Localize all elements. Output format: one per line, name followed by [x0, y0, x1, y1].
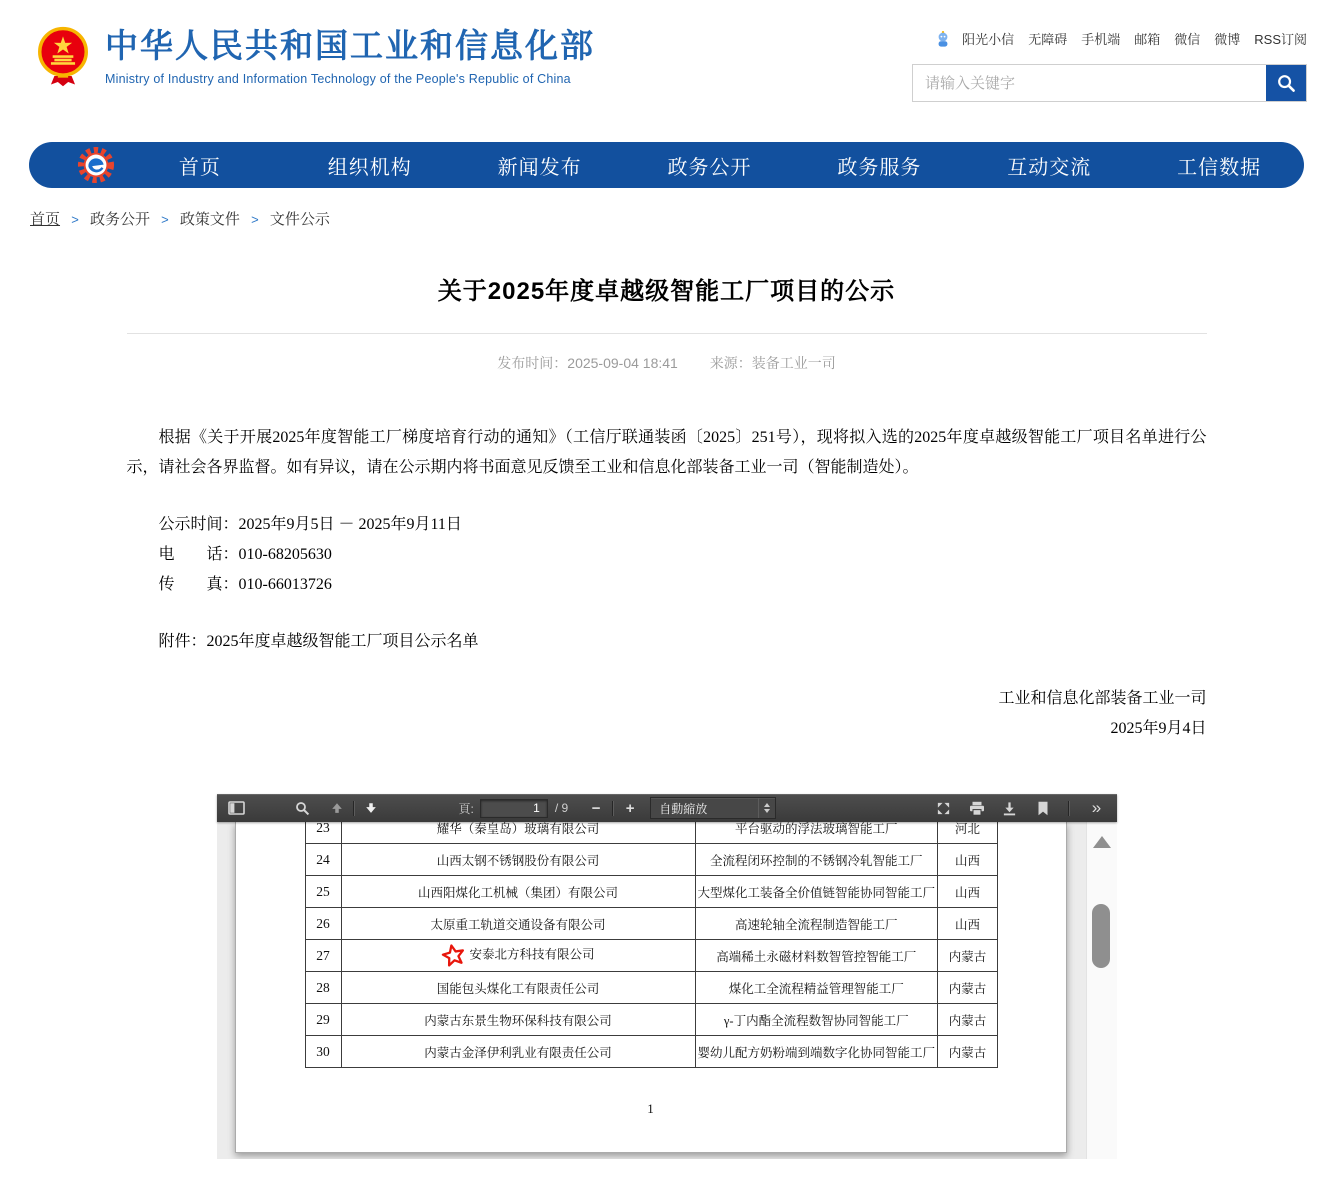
print-button[interactable] — [965, 797, 989, 819]
quick-links — [934, 29, 1307, 48]
scroll-up-icon[interactable] — [1093, 836, 1111, 848]
phone-line: 电 话：010-68205630 — [158, 546, 332, 563]
company-cell: 山西阳煤化工机械（集团）有限公司 — [341, 876, 695, 908]
province-cell: 内蒙古 — [938, 940, 998, 972]
row-number: 26 — [305, 908, 341, 940]
nav-item-gov-disclosure[interactable]: 政务公开 — [667, 156, 752, 179]
signature-department: 工业和信息化部装备工业一司 — [998, 690, 1207, 707]
pdf-table-row — [305, 844, 998, 876]
zoom-select[interactable] — [650, 797, 776, 819]
gear-e-logo-icon — [77, 146, 115, 184]
pdf-table-row — [305, 972, 998, 1004]
toolbar-separator — [612, 801, 614, 816]
nav-item-data[interactable]: 工信数据 — [1177, 156, 1262, 179]
title-divider — [127, 333, 1207, 334]
breadcrumb-home[interactable]: 首页 — [30, 211, 61, 228]
row-number: 27 — [305, 940, 341, 972]
province-cell: 山西 — [938, 908, 998, 940]
nav-item-interaction[interactable]: 互动交流 — [1007, 156, 1092, 179]
bookmark-icon — [1037, 801, 1049, 816]
page-label: 頁: — [458, 801, 474, 816]
site-search — [912, 64, 1307, 102]
download-button[interactable] — [998, 797, 1022, 819]
company-cell: 太原重工轨道交通设备有限公司 — [341, 908, 695, 940]
breadcrumb — [30, 208, 1333, 229]
pdf-search-button[interactable] — [291, 797, 315, 819]
pdf-viewer — [217, 794, 1117, 1159]
company-cell: 山西太钢不锈钢股份有限公司 — [341, 844, 695, 876]
project-cell: 平台驱动的浮法玻璃智能工厂 — [695, 822, 938, 844]
row-number: 28 — [305, 972, 341, 1004]
project-cell: 全流程闭环控制的不锈钢冷轧智能工厂 — [695, 844, 938, 876]
company-cell — [341, 940, 695, 972]
notice-paragraph: 根据《关于开展2025年度智能工厂梯度培育行动的通知》（工信厅联通装函〔2025〕251号），现将拟入选的2025年度卓越级智能工厂项目名单进行公示，请社会各界监督。如有异议，请在公示期内将书面意见反馈至工业和信息化部装备工业一司（智能制造处）。 — [126, 429, 1207, 476]
pdf-content-area — [217, 822, 1117, 1159]
quick-link-sunshine[interactable]: 阳光小信 — [962, 32, 1015, 47]
pdf-page — [235, 822, 1067, 1153]
nav-item-organization[interactable]: 组织机构 — [327, 156, 412, 179]
project-cell: 煤化工全流程精益管理智能工厂 — [695, 972, 938, 1004]
pdf-scrollbar[interactable] — [1086, 822, 1117, 1159]
province-cell: 山西 — [938, 876, 998, 908]
article-source: 来源：装备工业一司 — [709, 355, 836, 371]
search-input[interactable] — [913, 65, 1266, 101]
site-branding — [35, 26, 595, 88]
main-nav — [29, 142, 1304, 188]
page-down-icon — [364, 801, 378, 815]
page-number-input[interactable] — [480, 799, 548, 818]
site-subtitle: Ministry of Industry and Information Technology of the People's Republic of China — [105, 71, 571, 86]
presentation-mode-button[interactable] — [932, 797, 956, 819]
search-icon — [1276, 73, 1296, 93]
company-cell: 内蒙古东景生物环保科技有限公司 — [341, 1004, 695, 1036]
project-cell: 婴幼儿配方奶粉端到端数字化协同智能工厂 — [695, 1036, 938, 1068]
mascot-icon — [934, 30, 952, 48]
province-cell: 内蒙古 — [938, 972, 998, 1004]
pdf-search-icon — [295, 801, 310, 816]
pdf-table-row — [305, 940, 998, 972]
toolbar-separator — [353, 801, 355, 816]
breadcrumb-gov-disclosure[interactable]: 政务公开 — [89, 211, 150, 228]
nav-item-news[interactable]: 新闻发布 — [497, 156, 582, 179]
page-down-button[interactable] — [359, 797, 383, 819]
breadcrumb-policy-files[interactable]: 政策文件 — [179, 211, 240, 228]
project-cell: 高端稀土永磁材料数智管控智能工厂 — [695, 940, 938, 972]
company-cell: 内蒙古金泽伊利乳业有限责任公司 — [341, 1036, 695, 1068]
notice-period: 公示时间：2025年9月5日 － 2025年9月11日 — [158, 516, 462, 533]
quick-link-mail[interactable]: 邮箱 — [1134, 32, 1161, 47]
print-icon — [969, 801, 985, 816]
company-name: 安泰北方科技有限公司 — [469, 947, 595, 962]
page-title: 关于2025年度卓越级智能工厂项目的公示 — [437, 278, 896, 305]
sidebar-toggle-icon — [228, 801, 245, 815]
row-number: 24 — [305, 844, 341, 876]
province-cell: 河北 — [938, 822, 998, 844]
signature-date: 2025年9月4日 — [1110, 720, 1207, 737]
project-cell: γ-丁内酯全流程数智协同智能工厂 — [695, 1004, 938, 1036]
page-up-button[interactable] — [325, 797, 349, 819]
nav-item-gov-services[interactable]: 政务服务 — [837, 156, 922, 179]
more-tools-button[interactable]: » — [1085, 797, 1109, 819]
publish-time: 发布时间：2025-09-04 18:41 — [497, 355, 678, 371]
signature-block — [127, 684, 1207, 744]
pdf-table-body — [305, 822, 998, 1068]
star-icon — [441, 943, 466, 968]
page-up-icon — [330, 801, 344, 815]
attachment-line: 附件：2025年度卓越级智能工厂项目公示名单 — [158, 633, 479, 650]
pdf-table-row — [305, 1036, 998, 1068]
row-number: 25 — [305, 876, 341, 908]
project-cell: 大型煤化工装备全价值链智能协同智能工厂 — [695, 876, 938, 908]
download-icon — [1002, 801, 1017, 816]
pdf-table — [305, 822, 999, 1068]
quick-link-accessibility[interactable]: 无障碍 — [1028, 32, 1068, 47]
quick-link-rss[interactable]: RSS订阅 — [1254, 32, 1307, 47]
nav-item-home[interactable]: 首页 — [178, 156, 221, 179]
nav-items — [115, 151, 1304, 180]
project-cell: 高速轮轴全流程制造智能工厂 — [695, 908, 938, 940]
breadcrumb-separator: > — [161, 212, 169, 227]
pdf-page-footer-number: 1 — [647, 1101, 654, 1116]
pdf-toolbar — [217, 794, 1117, 822]
site-header — [0, 0, 1333, 142]
toolbar-right-group — [932, 797, 1109, 819]
search-button[interactable] — [1266, 65, 1306, 101]
toolbar-separator — [1068, 801, 1070, 816]
breadcrumb-separator: > — [71, 212, 79, 227]
row-number: 23 — [305, 822, 341, 844]
row-number: 30 — [305, 1036, 341, 1068]
company-cell: 国能包头煤化工有限责任公司 — [341, 972, 695, 1004]
pdf-table-row — [305, 876, 998, 908]
pdf-table-row — [305, 908, 998, 940]
breadcrumb-file-notice[interactable]: 文件公示 — [269, 211, 330, 228]
sidebar-toggle-button[interactable] — [225, 797, 249, 819]
pdf-table-row — [305, 1004, 998, 1036]
article-meta — [127, 353, 1207, 373]
national-emblem-logo — [35, 26, 91, 88]
row-number: 29 — [305, 1004, 341, 1036]
zoom-out-button[interactable]: − — [584, 797, 608, 819]
scrollbar-thumb[interactable] — [1092, 904, 1110, 968]
article — [127, 271, 1207, 1159]
quick-link-mobile[interactable]: 手机端 — [1081, 32, 1121, 47]
province-cell: 山西 — [938, 844, 998, 876]
zoom-in-button[interactable]: + — [618, 797, 642, 819]
pdf-table-row — [305, 822, 998, 844]
page-total: / 9 — [554, 801, 569, 815]
province-cell: 内蒙古 — [938, 1004, 998, 1036]
quick-link-wechat[interactable]: 微信 — [1174, 32, 1201, 47]
quick-link-weibo[interactable]: 微博 — [1214, 32, 1241, 47]
bookmark-button[interactable] — [1031, 797, 1055, 819]
select-spinner-icon — [758, 798, 775, 818]
article-body — [127, 423, 1207, 744]
fullscreen-icon — [936, 801, 951, 816]
province-cell: 内蒙古 — [938, 1036, 998, 1068]
fax-line: 传 真：010-66013726 — [158, 576, 332, 593]
zoom-select-value: 自動縮放 — [659, 801, 708, 816]
company-cell: 耀华（秦皇岛）玻璃有限公司 — [341, 822, 695, 844]
site-title: 中华人民共和国工业和信息化部 — [105, 27, 595, 65]
breadcrumb-separator: > — [251, 212, 259, 227]
